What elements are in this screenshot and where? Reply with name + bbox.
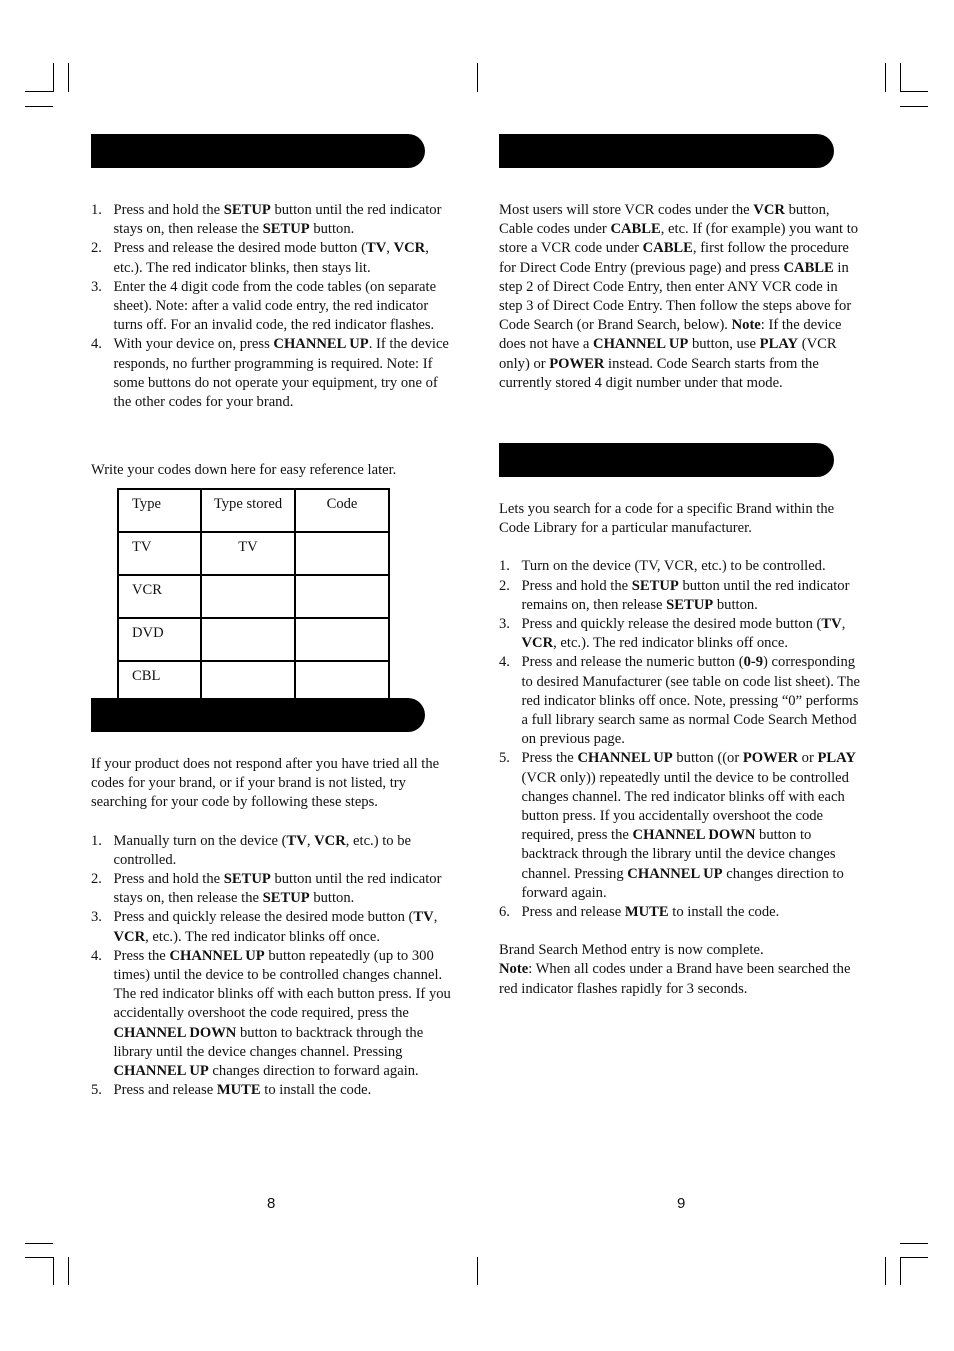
list-item: 6. Press and release MUTE to install the code. [499, 903, 863, 922]
write-codes-text: Write your codes down here for easy reference later. [91, 462, 397, 478]
step-number: 5. [91, 1082, 102, 1099]
list-item: 1. Turn on the device (TV, VCR, etc.) to be controlled. [499, 557, 863, 576]
store-vcr-section [499, 201, 863, 393]
table-header: Type [118, 489, 201, 532]
step-number: 4. [91, 947, 102, 964]
table-row [118, 575, 389, 618]
code-search-section [91, 755, 453, 1100]
table-row [118, 532, 389, 575]
list-item: 3. Press and quickly release the desired mode button (TV, VCR, etc.). The red indicator blinks off once. [499, 616, 846, 652]
list-item: 3. Press and quickly release the desired mode button (TV, VCR, etc.). The red indicator blinks off once. [91, 909, 438, 945]
crop-mark [53, 63, 54, 92]
list-item: 1. Manually turn on the device (TV, VCR, etc.) to be controlled. [91, 832, 411, 868]
list-item: 5. Press the CHANNEL UP button ((or POWER or PLAY (VCR only)) repeatedly until the device to be controlled changes channel. The red indicator blinks off with each button press. If you accidentally overshoot the code required, press the CHANNEL DOWN button to backtrack through the library until the device changes channel. Pressing CHANNEL UP changes direction to forward again. [499, 750, 856, 901]
direct-entry-steps [91, 201, 451, 412]
step-number: 1. [91, 202, 102, 218]
brand-search-section [499, 500, 863, 999]
page-number-right: 9 [677, 1195, 686, 1212]
table-cell [295, 661, 389, 704]
step-number: 5. [499, 750, 510, 767]
table-row [118, 661, 389, 704]
section-heading-bar-direct-entry [91, 134, 425, 168]
crop-mark [900, 106, 928, 107]
table-row [118, 618, 389, 661]
step-number: 2. [499, 577, 510, 594]
brand-note-text: Note: When all codes under a Brand have been searched the red indicator flashes rapidly for 3 seconds. [499, 961, 851, 997]
crop-mark [25, 91, 53, 92]
step-number: 3. [91, 909, 102, 926]
crop-mark [25, 1257, 53, 1258]
brand-complete-text: Brand Search Method entry is now complete. [499, 942, 764, 959]
crop-mark [885, 63, 886, 92]
list-item: 4. With your device on, press CHANNEL UP. If the device responds, no further programming is required. Note: If some buttons do not operate your equipment, try one of the other codes for your brand. [91, 336, 449, 411]
list-item: 2. Press and hold the SETUP button until the red indicator stays on, then release the SETUP button. [91, 871, 442, 907]
step-number: 4. [499, 654, 510, 671]
crop-mark [477, 1257, 478, 1285]
table-header: Type stored [201, 489, 295, 532]
list-item: 5. Press and release MUTE to install the code. [91, 1081, 453, 1100]
crop-mark [68, 63, 69, 92]
step-number: 1. [91, 832, 102, 849]
table-cell [295, 618, 389, 661]
crop-mark [68, 1257, 69, 1285]
crop-mark [885, 1257, 886, 1285]
code-search-steps [91, 832, 453, 1101]
step-number: 6. [499, 904, 510, 921]
table-cell [201, 618, 295, 661]
list-item: 1. Press and hold the SETUP button until the red indicator stays on, then release the SETUP button. [91, 202, 442, 238]
section-heading-bar-store-vcr [499, 134, 834, 168]
table-header-row [118, 489, 389, 532]
table-cell [295, 532, 389, 575]
brand-search-steps [499, 557, 863, 922]
table-cell: CBL [118, 661, 201, 704]
table-cell [201, 575, 295, 618]
crop-mark [477, 63, 478, 92]
table-cell [295, 575, 389, 618]
code-search-intro: If your product does not respond after you have tried all the codes for your brand, or if your brand is not listed, try searching for your code by following these steps. [91, 756, 440, 811]
list-item: 2. Press and release the desired mode button (TV, VCR, etc.). The red indicator blinks, then stays lit. [91, 240, 429, 276]
table-header: Code [295, 489, 389, 532]
table-cell: TV [201, 532, 295, 575]
code-record-table [117, 488, 390, 705]
list-item: 4. Press the CHANNEL UP button repeatedly (up to 300 times) until the device to be controlled changes channel. The red indicator blinks off with each button press. If you accidentally overshoot the code required, press the CHANNEL DOWN button to backtrack through the library until the device changes channel. Pressing CHANNEL UP changes direction to forward again. [91, 947, 451, 1080]
crop-mark [900, 91, 928, 92]
crop-mark [53, 1257, 54, 1285]
section-heading-bar-brand-search [499, 443, 834, 477]
page-number-left: 8 [267, 1195, 276, 1212]
crop-mark [900, 1243, 928, 1244]
direct-entry-section [91, 201, 451, 412]
table-cell: VCR [118, 575, 201, 618]
crop-mark [25, 1243, 53, 1244]
step-number: 2. [91, 871, 102, 888]
table-cell: DVD [118, 618, 201, 661]
store-vcr-text: Most users will store VCR codes under the VCR button, Cable codes under CABLE, etc. If (for example) you want to store a VCR code under CABLE, first follow the procedure for Direct Code Entry (previous page) and press CABLE in step 2 of Direct Code Entry, then enter ANY VCR code in step 3 of Direct Code Entry. Then follow the steps above for Code Search (or Brand Search, below). Note: If the device does not have a CHANNEL UP button, use PLAY (VCR only) or POWER instead. Code Search starts from the currently stored 4 digit number under that mode. [499, 202, 859, 391]
crop-mark [900, 1257, 901, 1285]
list-item: 3. Enter the 4 digit code from the code tables (on separate sheet). Note: after a valid code entry, the red indicator turns off. For an invalid code, the red indicator flashes. [91, 278, 437, 334]
table-cell [201, 661, 295, 704]
write-codes-note [91, 461, 451, 480]
crop-mark [25, 106, 53, 107]
step-number: 3. [499, 616, 510, 633]
crop-mark [900, 63, 901, 92]
crop-mark [900, 1257, 928, 1258]
step-number: 2. [91, 240, 102, 257]
table-cell: TV [118, 532, 201, 575]
list-item: 2. Press and hold the SETUP button until the red indicator remains on, then release SETUP button. [499, 577, 850, 613]
step-number: 1. [499, 558, 510, 575]
brand-search-intro: Lets you search for a code for a specific Brand within the Code Library for a particular manufacturer. [499, 501, 835, 537]
step-number: 3. [91, 278, 102, 295]
step-number: 4. [91, 336, 102, 353]
list-item: 4. Press and release the numeric button (0-9) corresponding to desired Manufacturer (see table on code list sheet). The red indicator blinks off once. Note, pressing “0” performs a full library search same as normal Code Search Method on previous page. [499, 654, 860, 748]
